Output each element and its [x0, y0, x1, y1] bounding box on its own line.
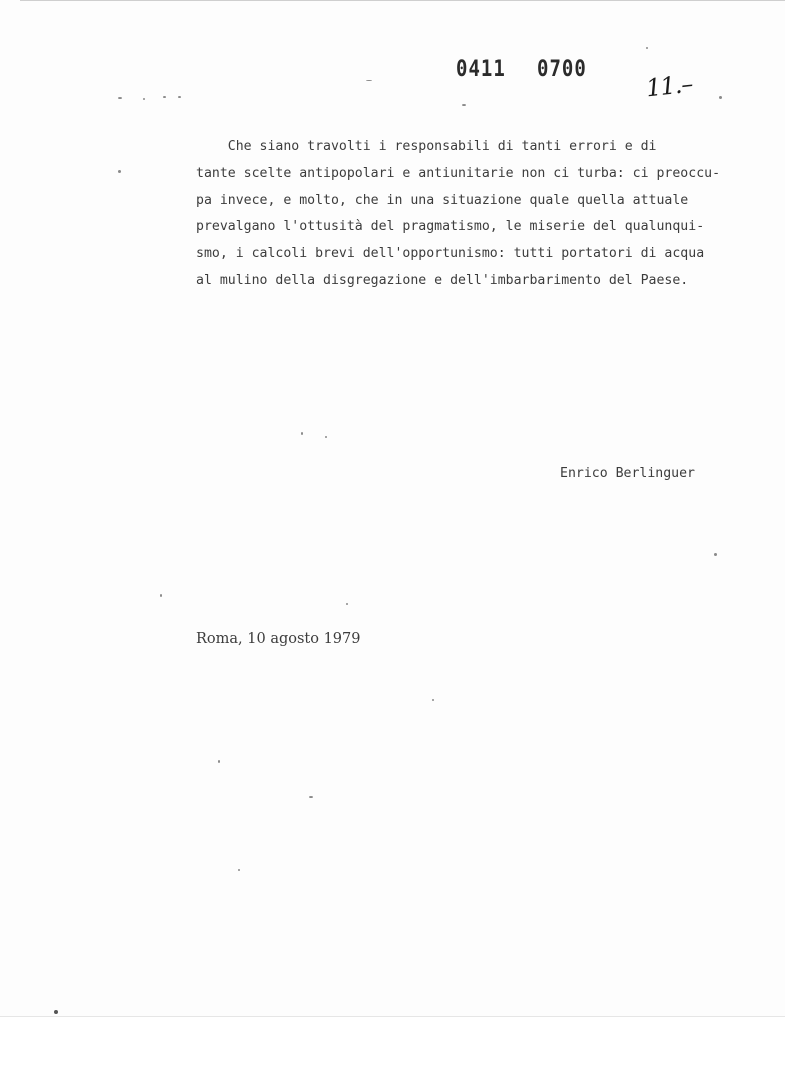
place-and-date: Roma, 10 agosto 1979 [196, 631, 361, 647]
scan-speck [178, 96, 181, 98]
body-line: pa invece, e molto, che in una situazione quale quella attuale [196, 192, 689, 208]
scan-speck [432, 699, 434, 701]
scan-speck [719, 96, 722, 99]
page-bottom-margin [0, 1016, 785, 1081]
signature-name: Enrico Berlinguer [560, 466, 695, 481]
scan-speck [366, 80, 372, 81]
body-line: smo, i calcoli brevi dell'opportunismo: tutti portatori di acqua [196, 246, 705, 262]
scan-speck [714, 553, 717, 556]
scan-speck [218, 760, 220, 763]
scan-speck [346, 603, 348, 605]
body-line: prevalgano l'ottusità del pragmatismo, le miserie del qualunqui- [196, 219, 705, 235]
scan-speck [118, 170, 121, 173]
scan-speck [160, 594, 162, 597]
body-line: tante scelte antipopolari e antiunitarie non ci turba: ci preoccu- [196, 165, 721, 181]
scan-speck [301, 432, 303, 435]
scan-speck [238, 869, 240, 871]
scan-speck [163, 96, 166, 98]
body-line: al mulino della disgregazione e dell'imbarbarimento del Paese. [196, 272, 689, 288]
page-top-edge [20, 0, 785, 1]
body-paragraph [196, 134, 736, 295]
body-line: Che siano travolti i responsabili di tanti errori e di [196, 139, 657, 154]
handwritten-page-number: 11.– [644, 69, 694, 103]
reference-code-part-1: 0411 [456, 56, 506, 82]
scan-speck [54, 1010, 58, 1014]
scan-speck [309, 796, 313, 798]
scan-speck [325, 436, 327, 438]
scan-speck [143, 98, 145, 100]
reference-code-part-2: 0700 [537, 56, 587, 82]
scan-speck [462, 104, 466, 106]
scan-speck [118, 97, 122, 99]
scan-speck [646, 47, 648, 49]
